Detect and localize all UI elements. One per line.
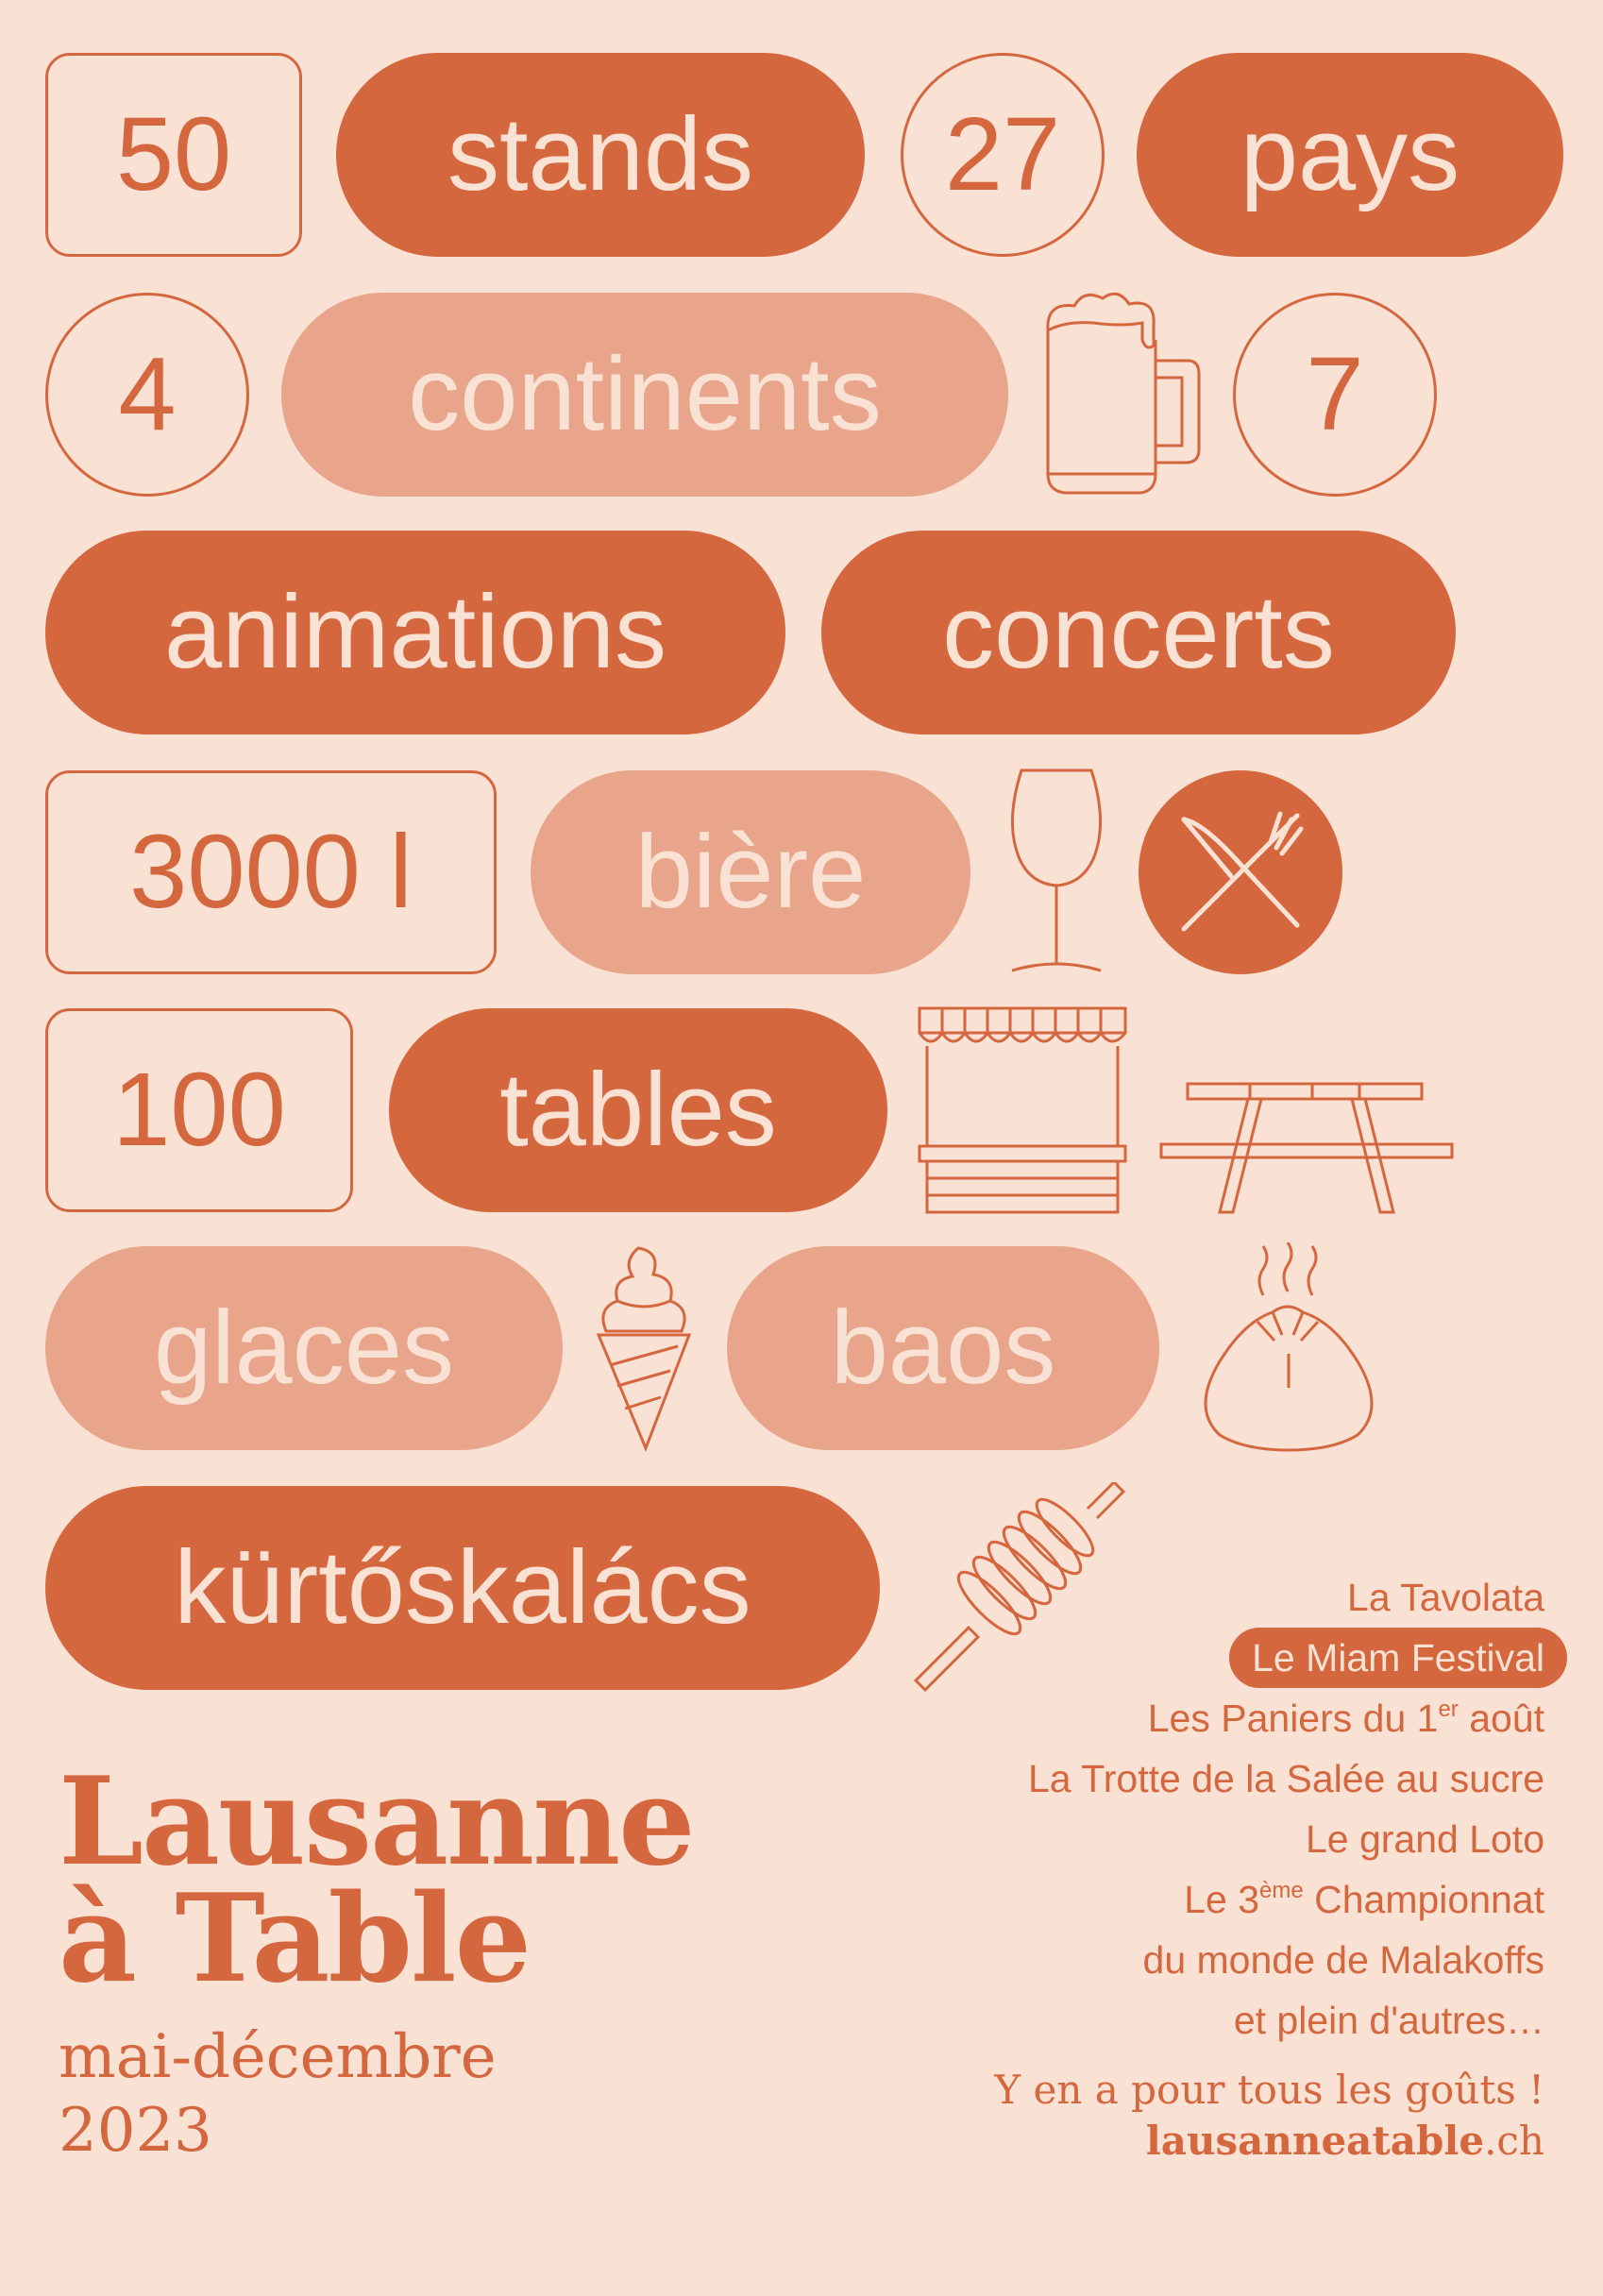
- events-list: [1005, 1567, 1567, 2051]
- website-link[interactable]: lausanneatable.ch: [1145, 2118, 1544, 2164]
- pill-glaces: glaces: [45, 1246, 563, 1450]
- event-dates: [59, 2020, 497, 2168]
- picnic-table-icon: [1157, 1072, 1456, 1216]
- dates-year: 2023: [59, 2096, 212, 2166]
- stat-4: 4: [45, 293, 249, 497]
- dates-months: mai-décembre: [59, 2022, 497, 2092]
- pill-biere: bière: [531, 770, 970, 974]
- event-malakoffs: du monde de Malakoffs: [1142, 1938, 1544, 1982]
- pill-pays: pays: [1137, 53, 1563, 257]
- event-championnat: Le 3ème Championnat: [1184, 1878, 1544, 1921]
- event-la-trotte: La Trotte de la Salée au sucre: [1027, 1757, 1544, 1800]
- stat-3000l: 3000 l: [45, 770, 497, 974]
- title-line-2: à Table: [59, 1868, 530, 2010]
- ice-cream-icon: [591, 1242, 697, 1454]
- stat-7: 7: [1233, 293, 1437, 497]
- pill-animations: animations: [45, 531, 785, 734]
- event-le-miam-festival: Le Miam Festival: [1229, 1628, 1567, 1688]
- pill-kurtoskalacs: kürtőskalács: [45, 1486, 880, 1690]
- pill-concerts: concerts: [821, 531, 1456, 734]
- stat-100: 100: [45, 1008, 353, 1212]
- title-line-1: Lausanne: [59, 1751, 694, 1893]
- tagline: Y en a pour tous les goûts !: [994, 2067, 1544, 2113]
- pill-continents: continents: [281, 293, 1008, 497]
- pill-stands: stands: [336, 53, 865, 257]
- event-title: [59, 1751, 694, 2010]
- event-le-grand-loto: Le grand Loto: [1305, 1817, 1544, 1861]
- event-plein-dautres: et plein d'autres…: [1233, 1999, 1544, 2042]
- stat-27: 27: [901, 53, 1105, 257]
- pill-baos: baos: [727, 1246, 1159, 1450]
- bao-icon: [1191, 1242, 1386, 1454]
- stat-50: 50: [45, 53, 302, 257]
- event-la-tavolata: La Tavolata: [1347, 1576, 1544, 1619]
- event-les-paniers: Les Paniers du 1er août: [1147, 1697, 1544, 1740]
- pill-tables: tables: [389, 1008, 887, 1212]
- beer-mug-icon: [1037, 289, 1206, 500]
- market-stall-icon: [916, 1004, 1129, 1216]
- fork-knife-icon: [1139, 770, 1342, 974]
- wine-glass-icon: [1004, 767, 1108, 976]
